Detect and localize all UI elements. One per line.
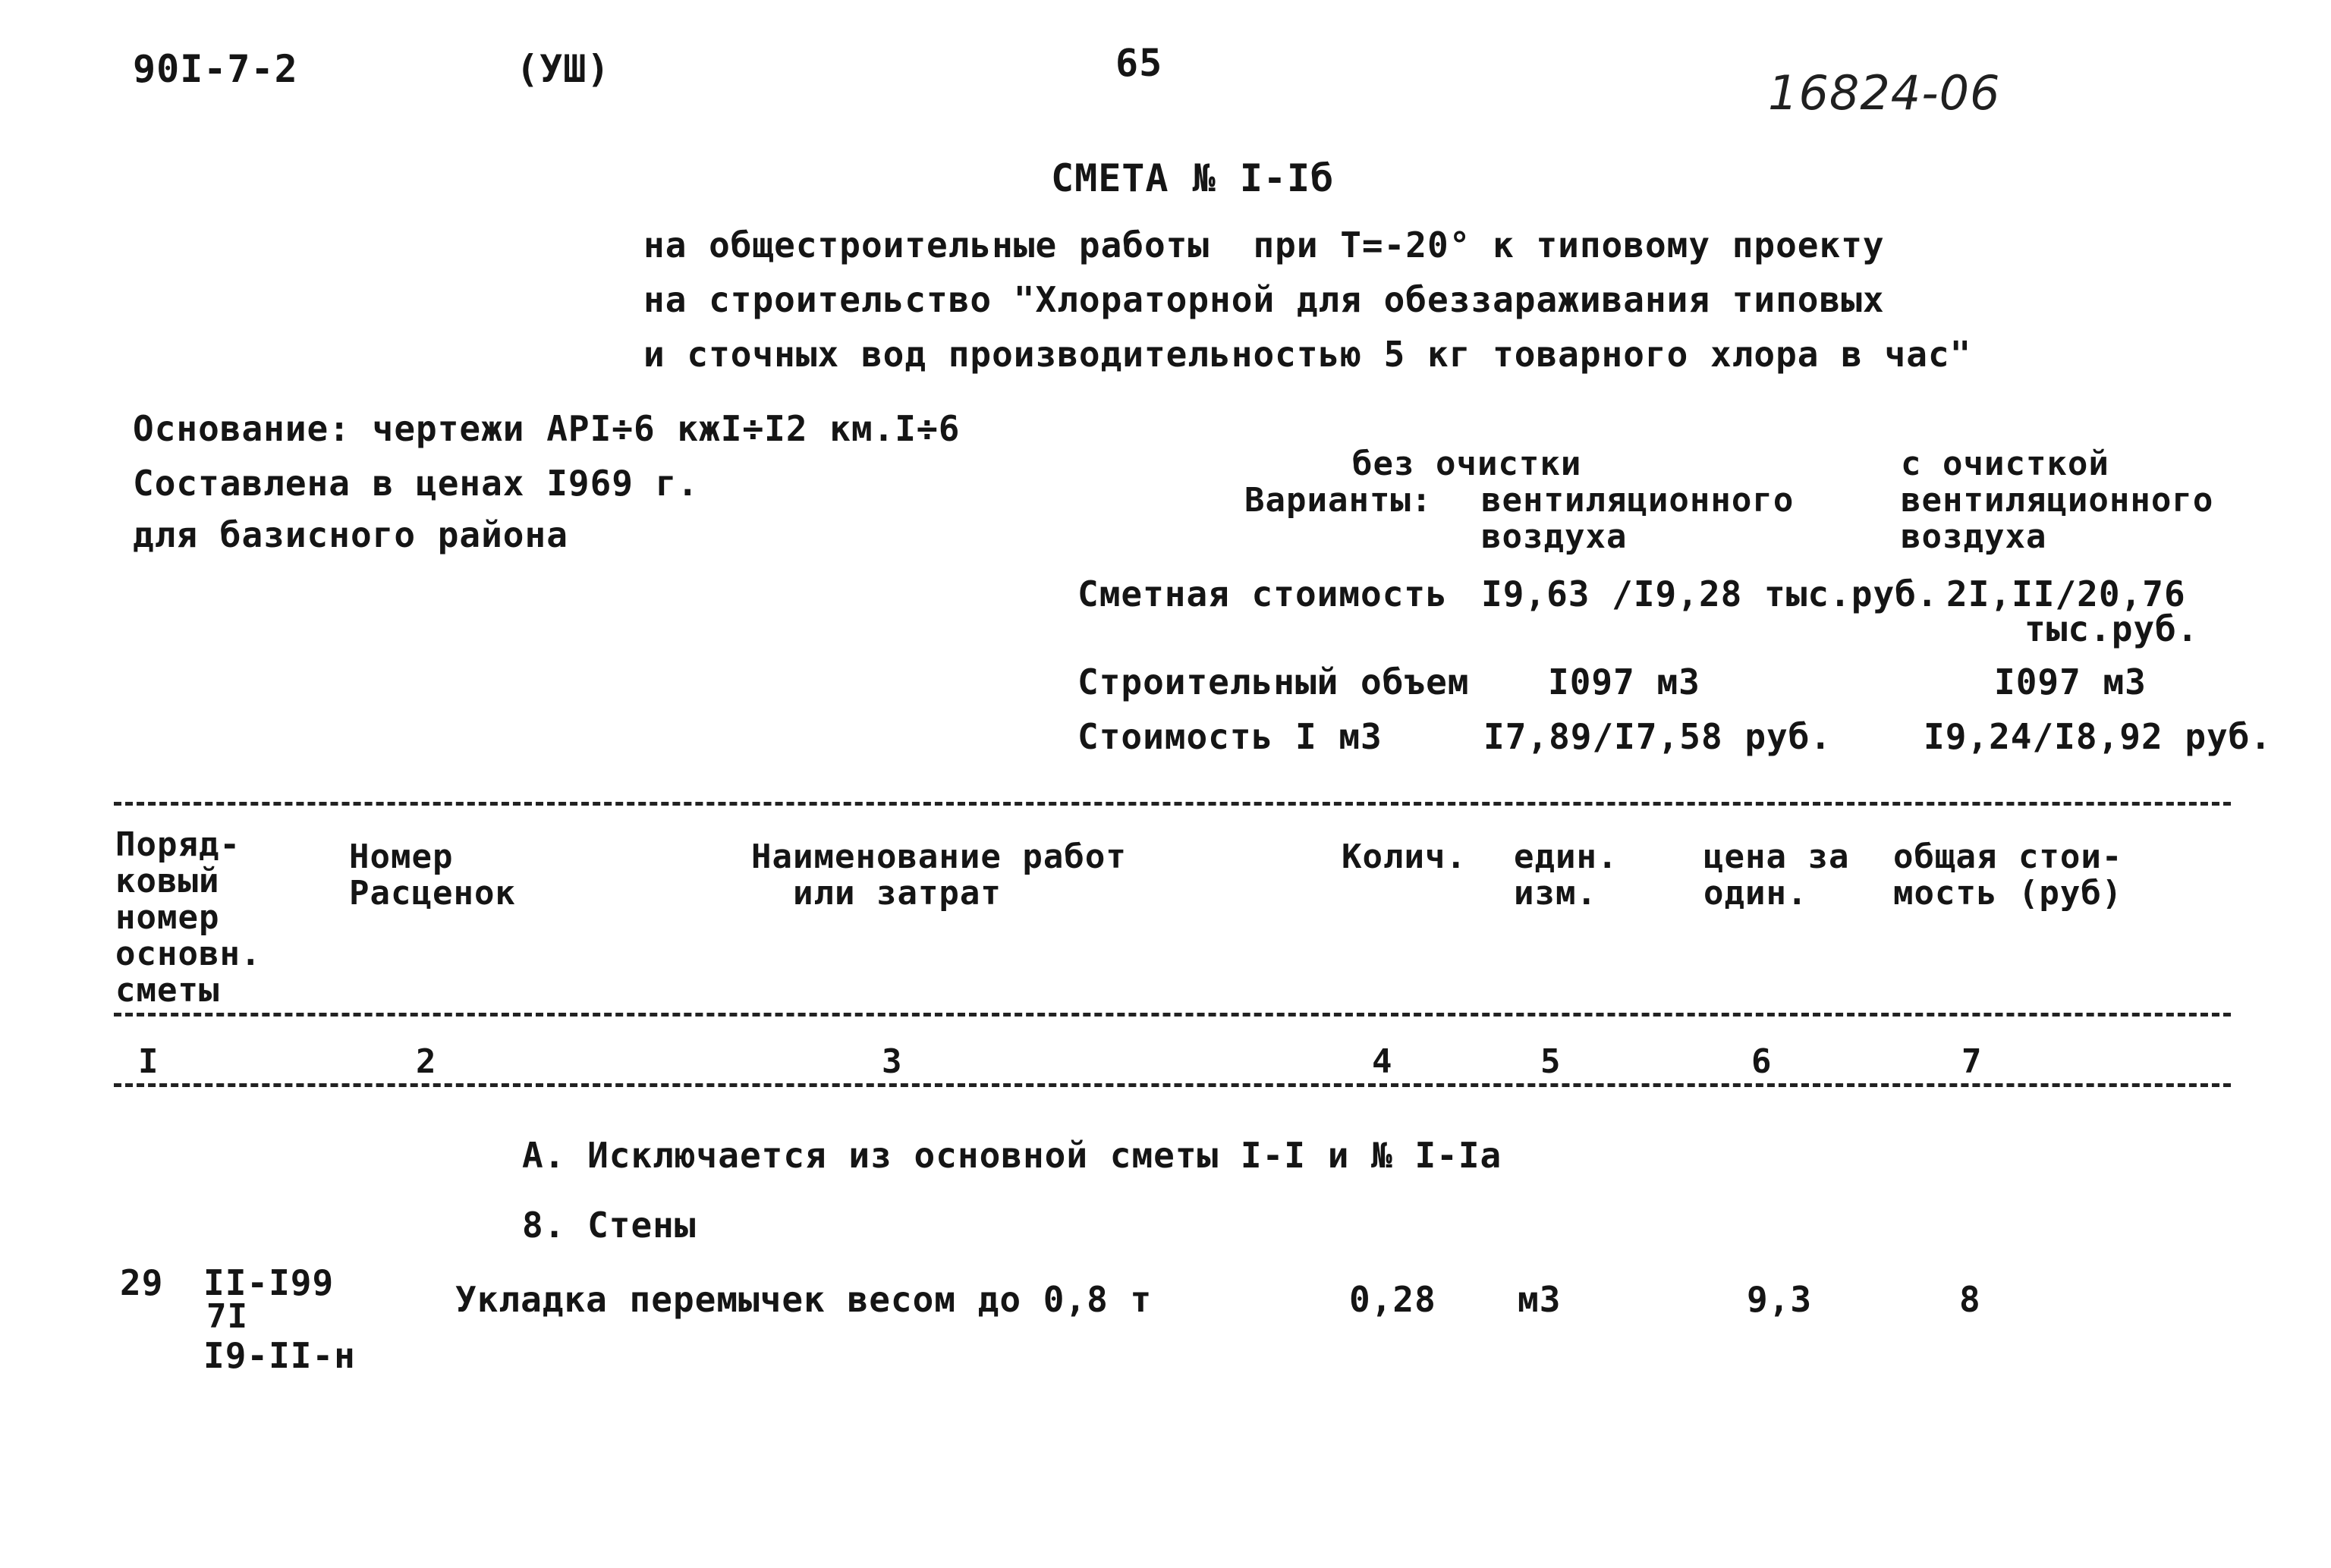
basis-region: для базисного района	[133, 514, 568, 555]
column-header-5-line: един.	[1514, 837, 1618, 876]
column-header-1-line: номер	[115, 898, 220, 937]
rate-code-line: II-I99	[203, 1262, 335, 1303]
unit-cost-label: Стоимость I м3	[1077, 716, 1383, 757]
variant2-line-3: воздуха	[1901, 517, 2047, 556]
column-header-6-line: один.	[1703, 874, 1808, 913]
unit-cell: м3	[1518, 1279, 1562, 1320]
title-line-3: и сточных вод производительностью 5 кг товарного хлора в час"	[643, 334, 1972, 375]
row-number: 29	[120, 1262, 164, 1303]
column-header-1-line: основн.	[115, 935, 262, 973]
section-a-heading: А. Исключается из основной сметы I-I и № I-Iа	[522, 1135, 1502, 1176]
table-header-rule	[114, 1013, 2231, 1017]
column-number-5: 5	[1540, 1042, 1562, 1081]
building-volume-variant2: I097 м3	[1994, 661, 2147, 702]
unit-cost-variant1: I7,89/I7,58 руб.	[1483, 716, 1832, 757]
title-line-1: на общестроительные работы при Т=-20° к типовому проекту	[643, 225, 1885, 266]
estimated-cost-variant2: 2I,II/20,76	[1946, 573, 2186, 614]
column-header-4-line: Колич.	[1342, 837, 1467, 876]
title-line-2: на строительство "Хлораторной для обеззараживания типовых	[643, 279, 1885, 320]
column-header-2-line: Номер	[349, 837, 454, 876]
column-number-4: 4	[1372, 1042, 1393, 1081]
section-walls-heading: 8. Стены	[522, 1205, 697, 1246]
building-volume-variant1: I097 м3	[1548, 661, 1700, 702]
column-header-2-line: Расценок	[349, 874, 516, 913]
document-code: 90I-7-2	[133, 47, 298, 91]
column-header-7-line: мость (руб)	[1893, 874, 2123, 913]
table-top-rule	[114, 802, 2231, 806]
variant1-line-1: без очистки	[1352, 445, 1582, 483]
estimated-cost-variant1: I9,63 /I9,28 тыс.руб.	[1481, 573, 1939, 614]
quantity-cell: 0,28	[1349, 1279, 1436, 1320]
column-header-1-line: сметы	[115, 971, 220, 1010]
column-number-6: 6	[1751, 1042, 1773, 1081]
variants-label: Варианты:	[1244, 481, 1433, 520]
basis-prices: Составлена в ценах I969 г.	[133, 463, 700, 504]
estimated-cost-label: Сметная стоимость	[1077, 573, 1448, 614]
variant1-line-2: вентиляционного	[1481, 481, 1795, 520]
column-number-7: 7	[1961, 1042, 1983, 1081]
unit-cost-variant2: I9,24/I8,92 руб.	[1924, 716, 2273, 757]
total-cost-cell: 8	[1959, 1279, 1981, 1320]
estimate-title: СМЕТА № I-Iб	[1051, 156, 1335, 200]
column-header-3-line: или затрат	[793, 874, 1002, 913]
column-numbers-rule	[114, 1083, 2231, 1087]
estimated-cost-variant2-unit: тыс.руб.	[2024, 608, 2199, 649]
column-number-3: 3	[882, 1042, 903, 1081]
column-header-6-line: цена за	[1703, 837, 1850, 876]
column-number-1: I	[138, 1042, 159, 1081]
inventory-number: 16824-06	[1768, 65, 2001, 121]
variant2-line-2: вентиляционного	[1901, 481, 2214, 520]
column-header-7-line: общая стои-	[1893, 837, 2123, 876]
basis-drawings: Основание: чертежи АРI÷6 кжI÷I2 км.I÷6	[133, 408, 961, 449]
column-header-1-line: ковый	[115, 862, 220, 900]
column-header-1-line: Поряд-	[115, 825, 241, 864]
volume-number: (УШ)	[516, 47, 611, 91]
variant2-line-1: с очисткой	[1901, 445, 2109, 483]
column-header-3-line: Наименование работ	[751, 837, 1127, 876]
rate-code-line: I9-II-н	[203, 1335, 356, 1376]
building-volume-label: Строительный объем	[1077, 661, 1470, 702]
page-number: 65	[1115, 41, 1163, 85]
column-number-2: 2	[416, 1042, 437, 1081]
work-description: Укладка перемычек весом до 0,8 т	[455, 1279, 1153, 1320]
unit-price-cell: 9,3	[1747, 1279, 1813, 1320]
column-header-5-line: изм.	[1514, 874, 1597, 913]
variant1-line-3: воздуха	[1481, 517, 1628, 556]
rate-code-line: 7I	[206, 1297, 248, 1336]
